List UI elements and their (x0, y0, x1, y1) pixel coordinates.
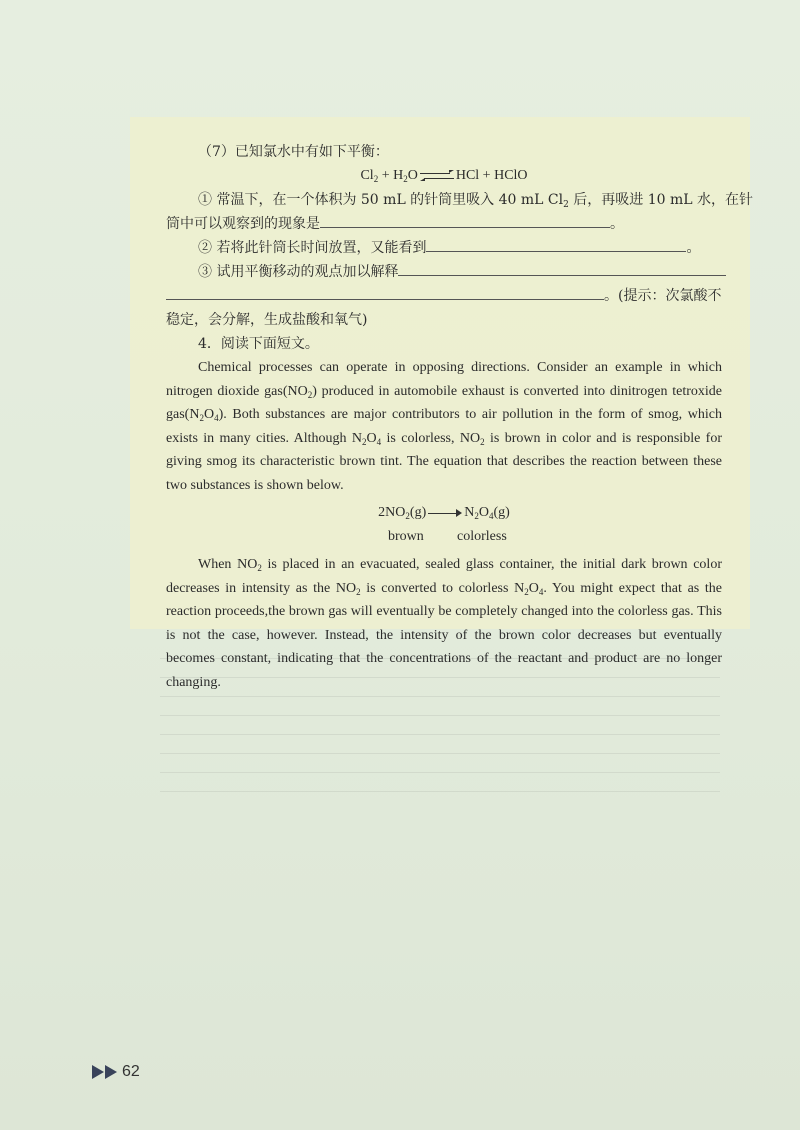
page-content (166, 140, 754, 694)
q7-sub2: ② 若将此针筒长时间放置，又能看到 。 (166, 236, 722, 260)
q7-sub3-hint-cont: 稳定，会分解，生成盐酸和氧气) (166, 312, 368, 328)
reaction-color-labels (166, 525, 722, 549)
equilibrium-arrow-icon (420, 170, 454, 182)
bleed-through-background (160, 640, 720, 1020)
page-number: 62 (122, 1063, 140, 1080)
q7-sub1-line1: ① 常温下，在一个体积为 50 mL 的针筒里吸入 40 mL $Cl_2$ 后，再吸进 10 mL 水，在针 (198, 192, 754, 210)
q7-sub3: ③ 试用平衡移动的观点加以解释 (166, 260, 722, 284)
answer-blank-2[interactable] (426, 236, 686, 252)
answer-blank-3[interactable] (398, 260, 726, 276)
label-brown: brown (388, 529, 424, 544)
arrow-marker-icon (105, 1065, 117, 1079)
answer-blank-4[interactable] (166, 284, 604, 300)
page-footer (92, 1063, 140, 1081)
no2-n2o4-reaction: $2NO_2(g)$ $N_2O_4(g)$ (378, 505, 510, 521)
passage-paragraph-1: Chemical processes can operate in opposing directions. Consider an example in which nitrogen dioxide $gas(NO_2)$ produced in automobile exhaust is converted into dinitrogen tetroxide $gas(N_2O_4)$. Both substances are major contributors to air pollution in the form of smog, which exists in many cities. Although $N_2O_4$ is colorless, $NO_2$ is brown in color and is responsible for giving smog its characteristic brown tint. The equation that describes the reaction between these two substances is shown below. (166, 360, 723, 493)
q4-heading: 4．阅读下面短文。 (198, 336, 319, 352)
q7-sub1-line2: 筒中可以观察到的现象是 。 (166, 212, 722, 236)
label-colorless: colorless (457, 529, 507, 544)
q7-intro: （7）已知氯水中有如下平衡： (198, 144, 389, 160)
answer-blank-1[interactable] (320, 212, 610, 228)
chlorine-equilibrium-equation: $Cl_2 + H_2O$ HCl + HClO (360, 168, 528, 184)
q7-sub3-line2: 。(提示：次氯酸不 (166, 284, 722, 308)
english-passage (166, 356, 722, 694)
reaction-arrow-icon (428, 508, 462, 518)
passage-paragraph-2: When $NO_2$ is placed in an evacuated, sealed glass container, the initial dark brown color decreases in intensity as the $NO_2$ is converted to colorless $N_2O_4$. You might expect that as the reaction proceeds,the brown gas will eventually be completely changed into the colorless gas. This is not the case, however. Instead, the intensity of the brown color decreases but eventually becomes constant, indicating that the concentrations of the reactant and product are no longer changing. (166, 557, 722, 690)
arrow-marker-icon (92, 1065, 104, 1079)
